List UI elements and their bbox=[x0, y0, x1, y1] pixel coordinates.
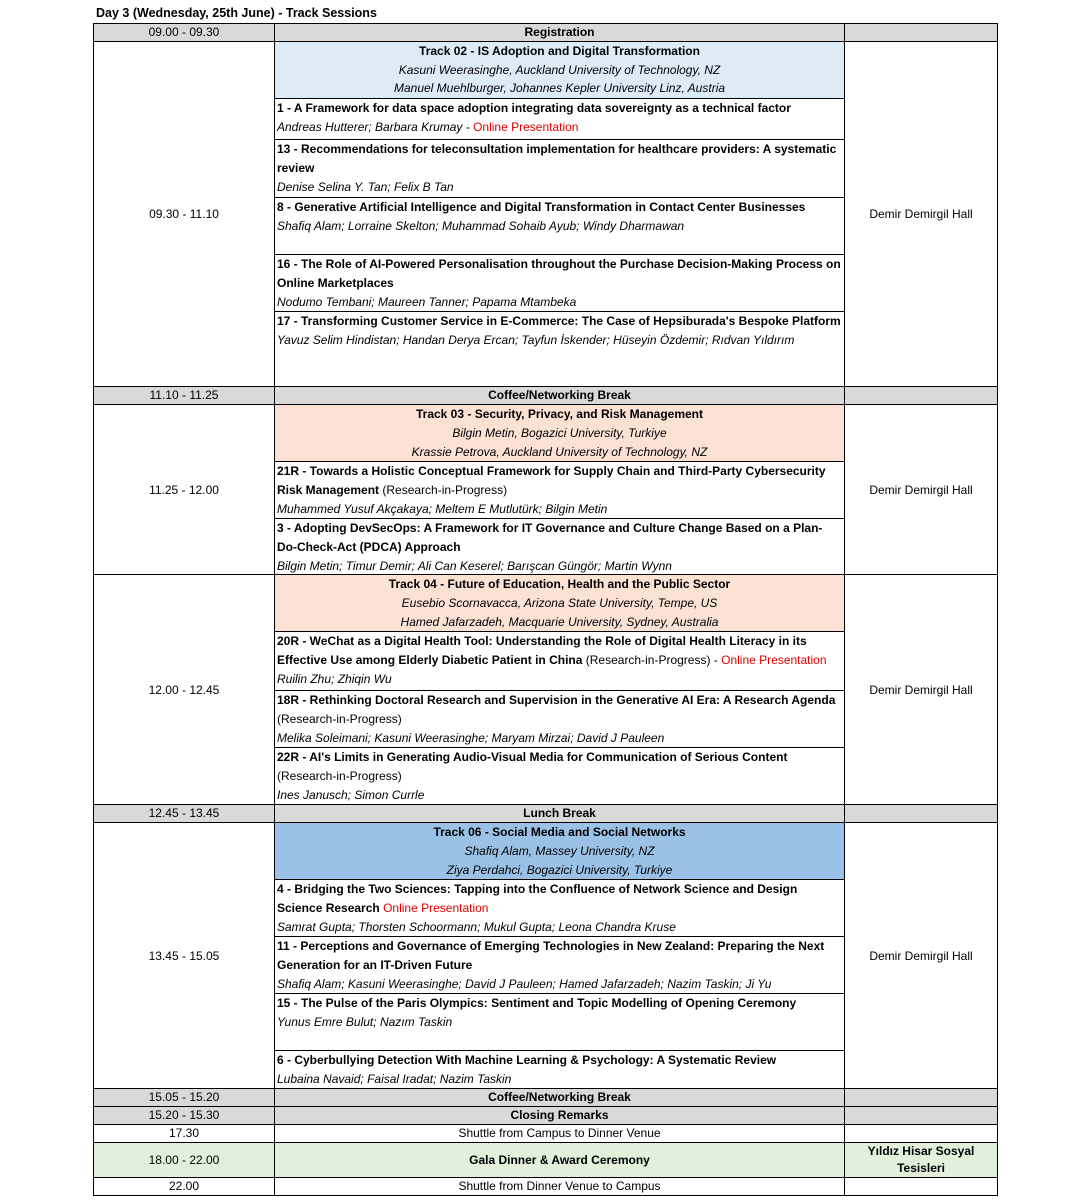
paper-item bbox=[275, 936, 844, 993]
paper-title: 22R - AI's Limits in Generating Audio-Visual Media for Communication of Serious Content bbox=[277, 750, 788, 765]
track-chair: Kasuni Weerasinghe, Auckland University of Technology, NZ bbox=[398, 62, 721, 77]
online-presentation-label: Online Presentation bbox=[473, 119, 579, 134]
paper-title: 17 - Transforming Customer Service in E-Commerce: The Case of Hepsiburada's Bespoke Platform bbox=[277, 314, 841, 329]
paper-item bbox=[275, 1050, 844, 1088]
paper-item bbox=[275, 690, 844, 747]
session-row bbox=[94, 42, 998, 387]
track-chair: Eusebio Scornavacca, Arizona State University, Tempe, US bbox=[401, 595, 718, 610]
session-content bbox=[275, 42, 845, 387]
event-label: Coffee/Networking Break bbox=[275, 387, 845, 405]
paper-title: 11 - Perceptions and Governance of Emerging Technologies in New Zealand: Preparing the Next Generation for an IT-Driven Future bbox=[277, 939, 825, 973]
closing-row bbox=[94, 1107, 998, 1125]
venue-cell: Demir Demirgil Hall bbox=[845, 823, 998, 1089]
time-cell: 09.00 - 09.30 bbox=[94, 24, 275, 42]
paper-authors: Yunus Emre Bulut; Nazım Taskin bbox=[277, 1015, 453, 1030]
paper-title: 15 - The Pulse of the Paris Olympics: Sentiment and Topic Modelling of Opening Ceremony bbox=[277, 996, 797, 1011]
venue-cell bbox=[845, 1125, 998, 1143]
paper-item bbox=[275, 254, 844, 311]
paper-title: 8 - Generative Artificial Intelligence and Digital Transformation in Contact Center Businesses bbox=[277, 200, 806, 215]
venue-cell: Yıldız Hisar Sosyal Tesisleri bbox=[845, 1143, 998, 1178]
track-title: Track 02 - IS Adoption and Digital Transformation bbox=[419, 44, 700, 58]
track-chair: Bilgin Metin, Bogazici University, Turkiye bbox=[452, 425, 667, 440]
online-presentation-label: Online Presentation bbox=[383, 901, 489, 916]
paper-title: 4 - Bridging the Two Sciences: Tapping into the Confluence of Network Science and Design Science Research bbox=[277, 882, 798, 916]
time-cell: 18.00 - 22.00 bbox=[94, 1143, 275, 1178]
paper-item bbox=[275, 98, 844, 139]
paper-title: 1 - A Framework for data space adoption integrating data sovereignty as a technical factor bbox=[277, 101, 791, 116]
time-cell: 13.45 - 15.05 bbox=[94, 823, 275, 1089]
venue-cell bbox=[845, 24, 998, 42]
track-header bbox=[275, 405, 844, 461]
paper-authors: Nodumo Tembani; Maureen Tanner; Papama Mtambeka bbox=[277, 294, 577, 309]
paper-authors: Ines Janusch; Simon Currle bbox=[277, 787, 425, 802]
track-header bbox=[275, 42, 844, 98]
track-chair: Krassie Petrova, Auckland University of Technology, NZ bbox=[411, 444, 708, 459]
paper-title: 20R - WeChat as a Digital Health Tool: Understanding the Role of Digital Health Literacy in its Effective Use among Elderly Diabetic Patient in China bbox=[277, 634, 807, 668]
paper-title: 6 - Cyberbullying Detection With Machine Learning & Psychology: A Systematic Review bbox=[277, 1053, 777, 1068]
event-label: Lunch Break bbox=[275, 805, 845, 823]
track-chair: Manuel Muehlburger, Johannes Kepler University Linz, Austria bbox=[393, 81, 726, 96]
session-row bbox=[94, 823, 998, 1089]
track-chair: Shafiq Alam, Massey University, NZ bbox=[464, 844, 655, 859]
venue-cell: Demir Demirgil Hall bbox=[845, 42, 998, 387]
break-row bbox=[94, 805, 998, 823]
paper-authors: Shafiq Alam; Lorraine Skelton; Muhammad Sohaib Ayub; Windy Dharmawan bbox=[277, 218, 685, 233]
time-cell: 12.45 - 13.45 bbox=[94, 805, 275, 823]
paper-authors: Ruilin Zhu; Zhiqin Wu bbox=[277, 671, 392, 686]
time-cell: 12.00 - 12.45 bbox=[94, 575, 275, 805]
event-label: Closing Remarks bbox=[275, 1107, 845, 1125]
paper-title: 16 - The Role of AI-Powered Personalisation throughout the Purchase Decision-Making Process on Online Marketplaces bbox=[277, 257, 841, 290]
paper-authors: Andreas Hutterer; Barbara Krumay - bbox=[277, 119, 474, 134]
paper-type: (Research-in-Progress) - bbox=[582, 653, 722, 668]
shuttle-row bbox=[94, 1125, 998, 1143]
event-label: Shuttle from Dinner Venue to Campus bbox=[275, 1178, 845, 1196]
paper-authors: Muhammed Yusuf Akçakaya; Meltem E Mutlutürk; Bilgin Metin bbox=[277, 501, 608, 516]
schedule-table bbox=[93, 23, 998, 1196]
venue-cell: Demir Demirgil Hall bbox=[845, 405, 998, 575]
event-label: Registration bbox=[275, 24, 845, 42]
break-row bbox=[94, 387, 998, 405]
registration-row bbox=[94, 24, 998, 42]
paper-item bbox=[275, 631, 844, 690]
paper-title: 3 - Adopting DevSecOps: A Framework for IT Governance and Culture Change Based on a Plan-Do-Check-Act (PDCA) Approach bbox=[277, 521, 823, 554]
track-chair: Hamed Jafarzadeh, Macquarie University, Sydney, Australia bbox=[400, 614, 719, 629]
paper-item bbox=[275, 311, 844, 386]
paper-title: 21R - Towards a Holistic Conceptual Framework for Supply Chain and Third-Party Cybersecurity Risk Management bbox=[277, 464, 826, 497]
page-title: Day 3 (Wednesday, 25th June) - Track Sessions bbox=[96, 6, 377, 20]
paper-item bbox=[275, 461, 844, 518]
online-presentation-label: Online Presentation bbox=[721, 653, 827, 668]
track-header bbox=[275, 823, 844, 879]
time-cell: 15.20 - 15.30 bbox=[94, 1107, 275, 1125]
track-header bbox=[275, 575, 844, 631]
break-row bbox=[94, 1089, 998, 1107]
paper-authors: Shafiq Alam; Kasuni Weerasinghe; David J Pauleen; Hamed Jafarzadeh; Nazim Taskin; Ji Yu bbox=[277, 976, 772, 991]
time-cell: 17.30 bbox=[94, 1125, 275, 1143]
session-content bbox=[275, 405, 845, 575]
time-cell: 11.25 - 12.00 bbox=[94, 405, 275, 575]
time-cell: 09.30 - 11.10 bbox=[94, 42, 275, 387]
paper-item bbox=[275, 879, 844, 936]
shuttle-row bbox=[94, 1178, 998, 1196]
session-row bbox=[94, 575, 998, 805]
paper-authors: Yavuz Selim Hindistan; Handan Derya Ercan; Tayfun İskender; Hüseyin Özdemir; Rıdvan Yıldırım bbox=[277, 332, 795, 347]
paper-item bbox=[275, 197, 844, 254]
track-title: Track 04 - Future of Education, Health and the Public Sector bbox=[388, 577, 731, 592]
paper-title: 18R - Rethinking Doctoral Research and Supervision in the Generative AI Era: A Research Agenda bbox=[277, 693, 836, 708]
session-row bbox=[94, 405, 998, 575]
session-content bbox=[275, 575, 845, 805]
venue-cell bbox=[845, 1089, 998, 1107]
event-label: Coffee/Networking Break bbox=[275, 1089, 845, 1107]
venue-cell bbox=[845, 1178, 998, 1196]
gala-row bbox=[94, 1143, 998, 1178]
paper-item bbox=[275, 518, 844, 574]
paper-authors: Bilgin Metin; Timur Demir; Ali Can Keserel; Barışcan Güngör; Martin Wynn bbox=[277, 558, 672, 573]
venue-cell bbox=[845, 387, 998, 405]
track-title: Track 03 - Security, Privacy, and Risk Management bbox=[415, 407, 703, 422]
paper-title: 13 - Recommendations for teleconsultation implementation for healthcare providers: A systematic review bbox=[277, 142, 837, 175]
session-content bbox=[275, 823, 845, 1089]
track-title: Track 06 - Social Media and Social Networks bbox=[433, 825, 686, 840]
time-cell: 15.05 - 15.20 bbox=[94, 1089, 275, 1107]
time-cell: 22.00 bbox=[94, 1178, 275, 1196]
venue-cell: Demir Demirgil Hall bbox=[845, 575, 998, 805]
time-cell: 11.10 - 11.25 bbox=[94, 387, 275, 405]
paper-type: (Research-in-Progress) bbox=[277, 769, 402, 784]
paper-item bbox=[275, 139, 844, 197]
paper-authors: Lubaina Navaid; Faisal Iradat; Nazim Taskin bbox=[277, 1072, 512, 1087]
paper-authors: Denise Selina Y. Tan; Felix B Tan bbox=[277, 179, 454, 194]
venue-cell bbox=[845, 805, 998, 823]
paper-authors: Samrat Gupta; Thorsten Schoormann; Mukul Gupta; Leona Chandra Kruse bbox=[277, 919, 676, 934]
venue-cell bbox=[845, 1107, 998, 1125]
paper-type: (Research-in-Progress) bbox=[277, 712, 402, 727]
paper-type: (Research-in-Progress) bbox=[379, 482, 508, 497]
paper-authors: Melika Soleimani; Kasuni Weerasinghe; Maryam Mirzai; David J Pauleen bbox=[277, 730, 665, 745]
paper-item bbox=[275, 993, 844, 1050]
track-chair: Ziya Perdahci, Bogazici University, Turkiye bbox=[446, 862, 673, 877]
paper-item bbox=[275, 747, 844, 804]
event-label: Gala Dinner & Award Ceremony bbox=[275, 1143, 845, 1178]
event-label: Shuttle from Campus to Dinner Venue bbox=[275, 1125, 845, 1143]
